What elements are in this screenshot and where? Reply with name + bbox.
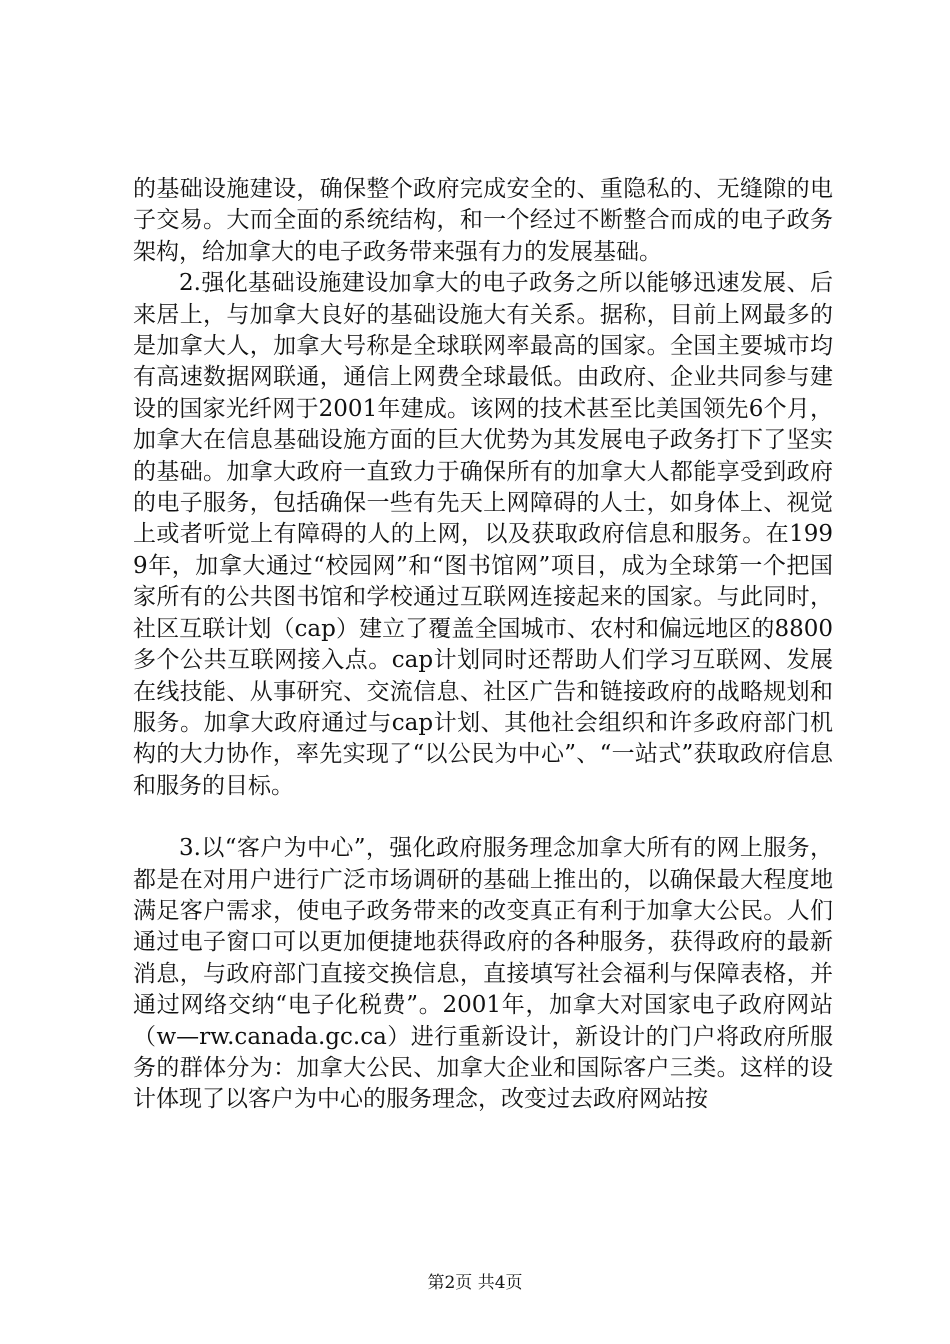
paragraph-customer-centric: 3.以“客户为中心”，强化政府服务理念加拿大所有的网上服务，都是在对用户进行广泛市场调研的基础上推出的，以确保最大程度地满足客户需求，使电子政务带来的改变真正有利于加拿大公民。人们通过电子窗口可以更加便捷地获得政府的各种服务，获得政府的最新消息，与政府部门直接交换信息，直接填写社会福利与保障表格，并通过网络交纳“电子化税费”。2001年，加拿大对国家电子政府网站（w—rw.canada.gc.ca）进行重新设计，新设计的门户将政府所服务的群体分为：加拿大公民、加拿大企业和国际客户三类。这样的设计体现了以客户为中心的服务理念，改变过去政府网站按 (133, 835, 833, 1113)
page-number-footer: 第2页 共4页 (427, 1273, 523, 1293)
paragraph-continued: 的基础设施建设，确保整个政府完成安全的、重隐私的、无缝隙的电子交易。大而全面的系统结构，和一个经过不断整合而成的电子政务架构，给加拿大的电子政务带来强有力的发展基础。 (133, 176, 833, 265)
body-text (133, 174, 833, 1116)
paragraph-gap (133, 802, 833, 833)
paragraph-infrastructure: 2.强化基础设施建设加拿大的电子政务之所以能够迅速发展、后来居上，与加拿大良好的基础设施大有关系。据称，目前上网最多的是加拿大人，加拿大号称是全球联网率最高的国家。全国主要城市均有高速数据网联通，通信上网费全球最低。由政府、企业共同参与建设的国家光纤网于2001年建成。该网的技术甚至比美国领先6个月，加拿大在信息基础设施方面的巨大优势为其发展电子政务打下了坚实的基础。加拿大政府一直致力于确保所有的加拿大人都能享受到政府的电子服务，包括确保一些有先天上网障碍的人士，如身体上、视觉上或者听觉上有障碍的人的上网，以及获取政府信息和服务。在1999年，加拿大通过“校园网”和“图书馆网”项目，成为全球第一个把国家所有的公共图书馆和学校通过互联网连接起来的国家。与此同时，社区互联计划（cap）建立了覆盖全国城市、农村和偏远地区的8800多个公共互联网接入点。cap计划同时还帮助人们学习互联网、发展在线技能、从事研究、交流信息、社区广告和链接政府的战略规划和服务。加拿大政府通过与cap计划、其他社会组织和许多政府部门机构的大力协作，率先实现了“以公民为中心”、“一站式”获取政府信息和服务的目标。 (133, 270, 833, 799)
